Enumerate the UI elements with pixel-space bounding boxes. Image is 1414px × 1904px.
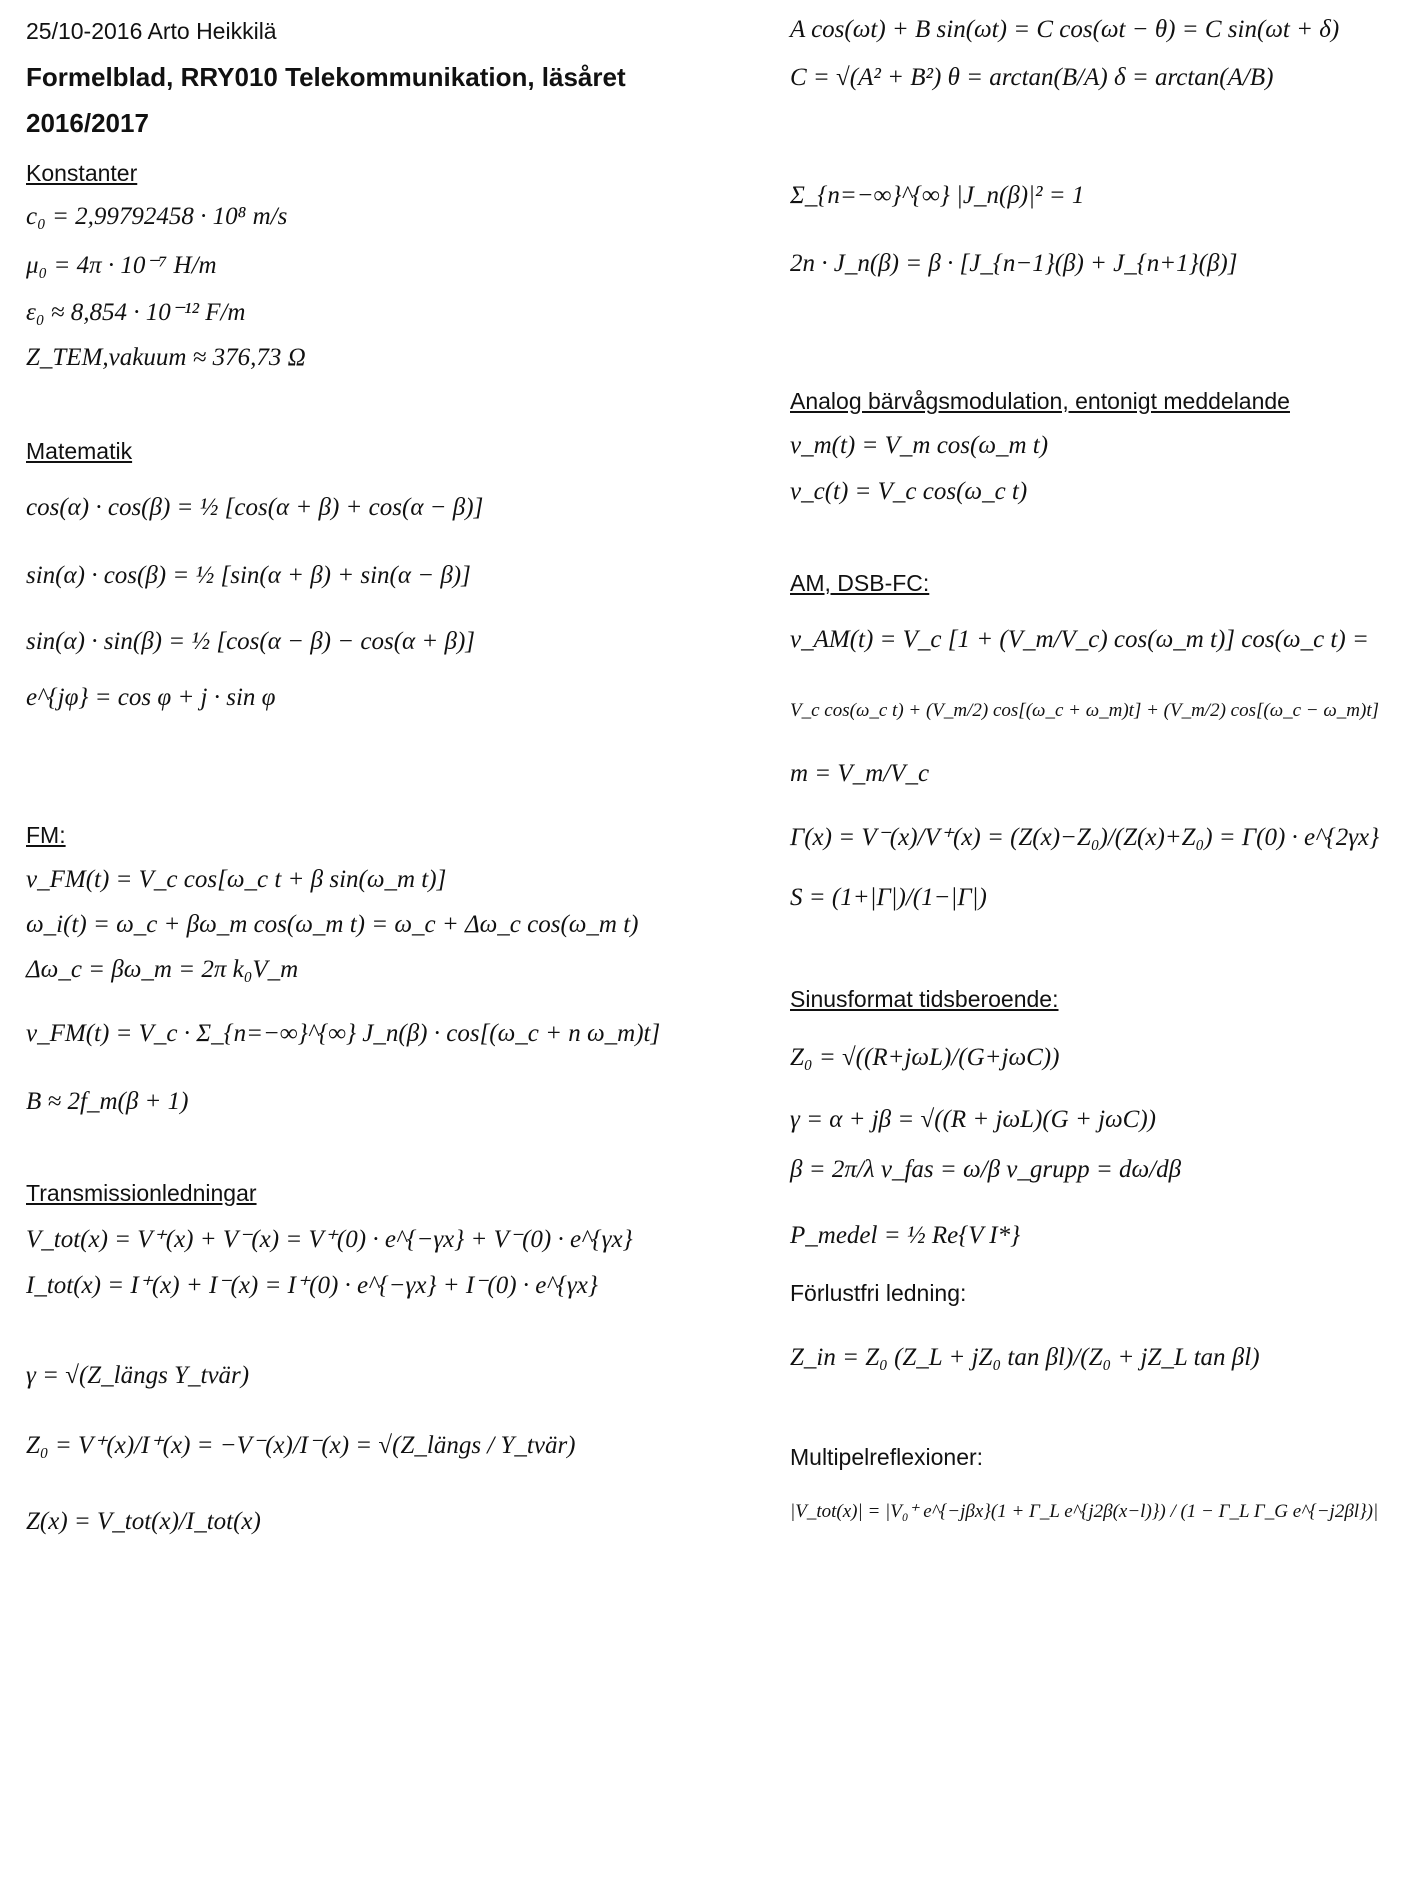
formula-p-medel: P_medel = ½ Re{V I*}	[790, 1222, 1021, 1249]
section-heading-am-dsb-fc: AM, DSB-FC:	[790, 570, 930, 596]
formula-bessel-sum: Σ_{n=−∞}^{∞} |J_n(β)|² = 1	[790, 182, 1085, 209]
formula-z-of-x: Z(x) = V_tot(x)/I_tot(x)	[26, 1508, 261, 1535]
formula-v-fm-bessel: v_FM(t) = V_c · Σ_{n=−∞}^{∞} J_n(β) · cos[(ω_c + n ω_m)t]	[26, 1020, 661, 1047]
formula-carson-bandwidth: B ≈ 2f_m(β + 1)	[26, 1088, 189, 1115]
formula-z-in: Z_in = Z₀ (Z_L + jZ₀ tan βl)/(Z₀ + jZ_L tan βl)	[790, 1344, 1260, 1371]
formula-eps0: ε₀ ≈ 8,854 · 10⁻¹² F/m	[26, 299, 246, 326]
document-title-line2: 2016/2017	[26, 108, 149, 138]
label-forlustfri-ledning: Förlustfri ledning:	[790, 1280, 967, 1306]
document-header: 25/10-2016 Arto Heikkilä	[26, 18, 277, 44]
section-heading-matematik: Matematik	[26, 438, 133, 464]
section-heading-analog-modulation: Analog bärvågsmodulation, entonigt meddelande	[790, 388, 1290, 414]
formula-z-tem: Z_TEM,vakuum ≈ 376,73 Ω	[26, 344, 306, 371]
section-heading-sinusformat: Sinusformat tidsberoende:	[790, 986, 1059, 1012]
document-title-line1: Formelblad, RRY010 Telekommunikation, läsåret	[26, 62, 626, 92]
formula-v-tot: V_tot(x) = V⁺(x) + V⁻(x) = V⁺(0) · e^{−γx} + V⁻(0) · e^{γx}	[26, 1226, 633, 1253]
formula-mu0: μ₀ = 4π · 10⁻⁷ H/m	[26, 252, 217, 279]
formula-v-c: v_c(t) = V_c cos(ω_c t)	[790, 478, 1028, 505]
formula-z0-ratio: Z₀ = V⁺(x)/I⁺(x) = −V⁻(x)/I⁻(x) = √(Z_längs / Y_tvär)	[26, 1432, 576, 1459]
formula-c0: c₀ = 2,99792458 · 10⁸ m/s	[26, 203, 288, 230]
formula-phasor-amplitude-angle: C = √(A² + B²) θ = arctan(B/A) δ = arctan(A/B)	[790, 64, 1274, 91]
formula-z0-rlgc: Z₀ = √((R+jωL)/(G+jωC))	[790, 1044, 1060, 1071]
formula-beta-velocities: β = 2π/λ v_fas = ω/β v_grupp = dω/dβ	[790, 1156, 1182, 1183]
formula-sin-cos: sin(α) · cos(β) = ½ [sin(α + β) + sin(α − β)]	[26, 562, 471, 589]
formula-v-m: v_m(t) = V_m cos(ω_m t)	[790, 432, 1049, 459]
formula-swr: S = (1+|Γ|)/(1−|Γ|)	[790, 884, 987, 911]
formula-v-am-expanded: V_c cos(ω_c t) + (V_m/2) cos[(ω_c + ω_m)t] + (V_m/2) cos[(ω_c − ω_m)t]	[790, 700, 1380, 721]
formula-gamma: γ = √(Z_längs Y_tvär)	[26, 1362, 250, 1389]
formula-sin-sin: sin(α) · sin(β) = ½ [cos(α − β) − cos(α + β)]	[26, 628, 476, 655]
formula-gamma-rlgc: γ = α + jβ = √((R + jωL)(G + jωC))	[790, 1106, 1156, 1133]
formula-v-fm: v_FM(t) = V_c cos[ω_c t + β sin(ω_m t)]	[26, 866, 447, 893]
formula-bessel-recurrence: 2n · J_n(β) = β · [J_{n−1}(β) + J_{n+1}(β)]	[790, 250, 1238, 277]
label-multipelreflexioner: Multipelreflexioner:	[790, 1444, 984, 1470]
formula-multiple-reflections: |V_tot(x)| = |V₀⁺ e^{−jβx}(1 + Γ_L e^{j2β(x−l)}) / (1 − Γ_L Γ_G e^{−j2βl})|	[790, 1501, 1379, 1522]
formula-reflection-coefficient: Γ(x) = V⁻(x)/V⁺(x) = (Z(x)−Z₀)/(Z(x)+Z₀) = Γ(0) · e^{2γx}	[790, 824, 1380, 851]
section-heading-konstanter: Konstanter	[26, 160, 138, 186]
formula-phasor-sum: A cos(ωt) + B sin(ωt) = C cos(ωt − θ) = C sin(ωt + δ)	[790, 16, 1340, 43]
formula-modulation-index: m = V_m/V_c	[790, 760, 930, 787]
formula-v-am: v_AM(t) = V_c [1 + (V_m/V_c) cos(ω_m t)] cos(ω_c t) =	[790, 626, 1369, 653]
formula-i-tot: I_tot(x) = I⁺(x) + I⁻(x) = I⁺(0) · e^{−γx} + I⁻(0) · e^{γx}	[26, 1272, 598, 1299]
formula-omega-i: ω_i(t) = ω_c + βω_m cos(ω_m t) = ω_c + Δω_c cos(ω_m t)	[26, 911, 639, 938]
section-heading-transmissionledningar: Transmissionledningar	[26, 1180, 257, 1206]
formula-delta-omega: Δω_c = βω_m = 2π k₀V_m	[26, 956, 299, 983]
formula-cos-cos: cos(α) · cos(β) = ½ [cos(α + β) + cos(α − β)]	[26, 494, 484, 521]
formula-euler: e^{jφ} = cos φ + j · sin φ	[26, 684, 276, 711]
section-heading-fm: FM:	[26, 822, 66, 848]
